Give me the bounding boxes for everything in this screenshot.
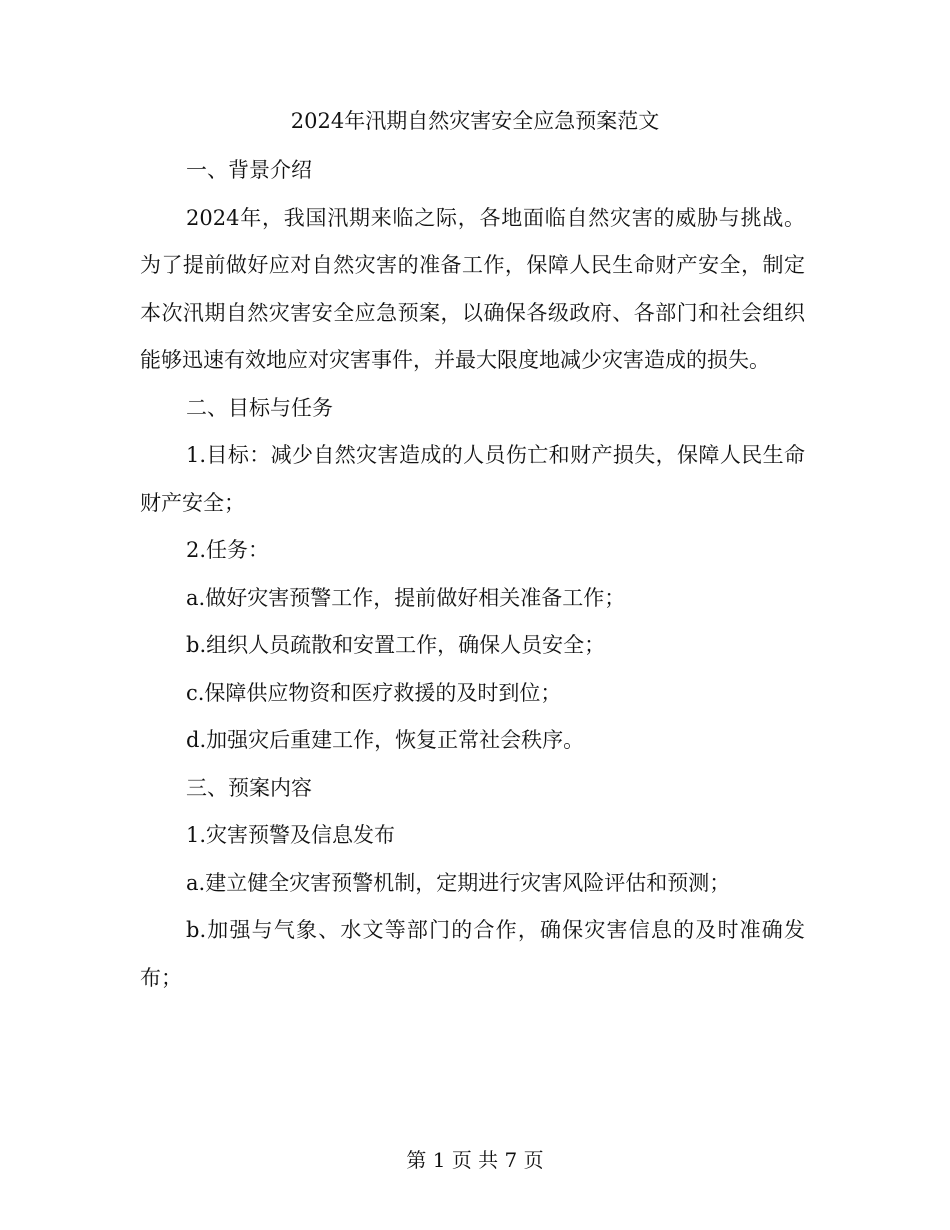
task-item-a: a.做好灾害预警工作，提前做好相关准备工作； [186,585,626,610]
task-item-b: b.组织人员疏散和安置工作，确保人员安全； [186,633,606,657]
plan-item-a: a.建立健全灾害预警机制，定期进行灾害风险评估和预测； [186,870,731,895]
section-heading-background: 一、背景介绍 [186,158,312,182]
plan-item-b: b.加强与气象、水文等部门的合作，确保灾害信息的及时准确发布； [140,918,805,990]
section-heading-goals: 二、目标与任务 [186,395,333,420]
task-heading: 2.任务： [186,538,270,562]
task-item-c: c.保障供应物资和医疗救援的及时到位； [186,680,562,705]
goal-item: 1.目标：减少自然灾害造成的人员伤亡和财产损失，保障人民生命财产安全； [140,443,805,515]
document-body [140,147,805,1002]
task-item-d: d.加强灾后重建工作，恢复正常社会秩序。 [186,728,585,752]
background-paragraph: 2024年，我国汛期来临之际，各地面临自然灾害的威胁与挑战。为了提前做好应对自然灾害的准备工作，保障人民生命财产安全，制定本次汛期自然灾害安全应急预案，以确保各级政府、各部门和社会组织能够迅速有效地应对灾害事件，并最大限度地减少灾害造成的损失。 [140,205,805,372]
section-heading-plan: 三、预案内容 [186,775,312,800]
page-footer: 第 1 页 共 7 页 [406,1148,544,1172]
document-title: 2024年汛期自然灾害安全应急预案范文 [290,109,660,133]
plan-subheading-warning: 1.灾害预警及信息发布 [186,823,396,847]
